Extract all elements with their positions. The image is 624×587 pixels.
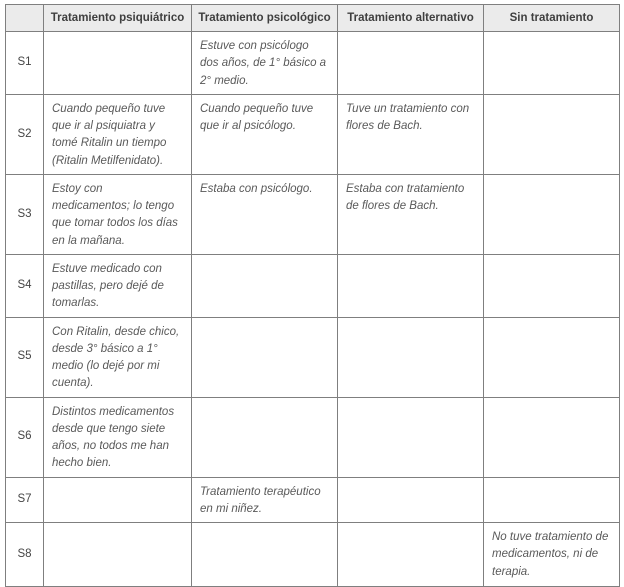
row-label: S5 (6, 317, 44, 397)
table-row (6, 523, 620, 587)
row-label: S3 (6, 174, 44, 254)
cell-alternativo (338, 254, 484, 317)
cell-sin-tratamiento (484, 174, 620, 254)
table-header-row (6, 5, 620, 32)
cell-alternativo (338, 317, 484, 397)
cell-psiquiatrico: Distintos medicamentos desde que tengo siete años, no todos me han hecho bien. (44, 397, 192, 477)
row-label: S6 (6, 397, 44, 477)
cell-sin-tratamiento (484, 397, 620, 477)
column-header-sin-tratamiento: Sin tratamiento (484, 5, 620, 32)
cell-alternativo: Estaba con tratamiento de flores de Bach. (338, 174, 484, 254)
cell-alternativo (338, 523, 484, 587)
row-label: S2 (6, 94, 44, 174)
cell-alternativo (338, 32, 484, 95)
cell-psicologico: Estaba con psicólogo. (192, 174, 338, 254)
cell-psicologico (192, 523, 338, 587)
cell-psicologico: Estuve con psicólogo dos años, de 1° básico a 2° medio. (192, 32, 338, 95)
cell-psiquiatrico (44, 523, 192, 587)
table-row (6, 254, 620, 317)
row-label: S7 (6, 477, 44, 523)
table-row (6, 174, 620, 254)
cell-psicologico: Tratamiento terapéutico en mi niñez. (192, 477, 338, 523)
column-header-empty (6, 5, 44, 32)
cell-psicologico (192, 317, 338, 397)
treatment-table (5, 4, 620, 587)
cell-psiquiatrico: Estoy con medicamentos; lo tengo que tomar todos los días en la mañana. (44, 174, 192, 254)
cell-sin-tratamiento (484, 32, 620, 95)
table-row (6, 397, 620, 477)
row-label: S8 (6, 523, 44, 587)
cell-alternativo: Tuve un tratamiento con flores de Bach. (338, 94, 484, 174)
column-header-alternativo: Tratamiento alternativo (338, 5, 484, 32)
cell-psicologico (192, 254, 338, 317)
cell-sin-tratamiento (484, 94, 620, 174)
cell-sin-tratamiento (484, 254, 620, 317)
cell-psiquiatrico (44, 32, 192, 95)
cell-psiquiatrico: Estuve medicado con pastillas, pero dejé de tomarlas. (44, 254, 192, 317)
cell-psiquiatrico: Con Ritalin, desde chico, desde 3° básico a 1° medio (lo dejé por mi cuenta). (44, 317, 192, 397)
table-row (6, 32, 620, 95)
row-label: S4 (6, 254, 44, 317)
cell-alternativo (338, 397, 484, 477)
table-body (6, 32, 620, 587)
cell-sin-tratamiento (484, 317, 620, 397)
cell-psiquiatrico: Cuando pequeño tuve que ir al psiquiatra y tomé Ritalin un tiempo (Ritalin Metilfenidato). (44, 94, 192, 174)
column-header-psicologico: Tratamiento psicológico (192, 5, 338, 32)
row-label: S1 (6, 32, 44, 95)
table-row (6, 94, 620, 174)
cell-psicologico: Cuando pequeño tuve que ir al psicólogo. (192, 94, 338, 174)
cell-sin-tratamiento: No tuve tratamiento de medicamentos, ni de terapia. (484, 523, 620, 587)
column-header-psiquiatrico: Tratamiento psiquiátrico (44, 5, 192, 32)
table-row (6, 317, 620, 397)
cell-psicologico (192, 397, 338, 477)
